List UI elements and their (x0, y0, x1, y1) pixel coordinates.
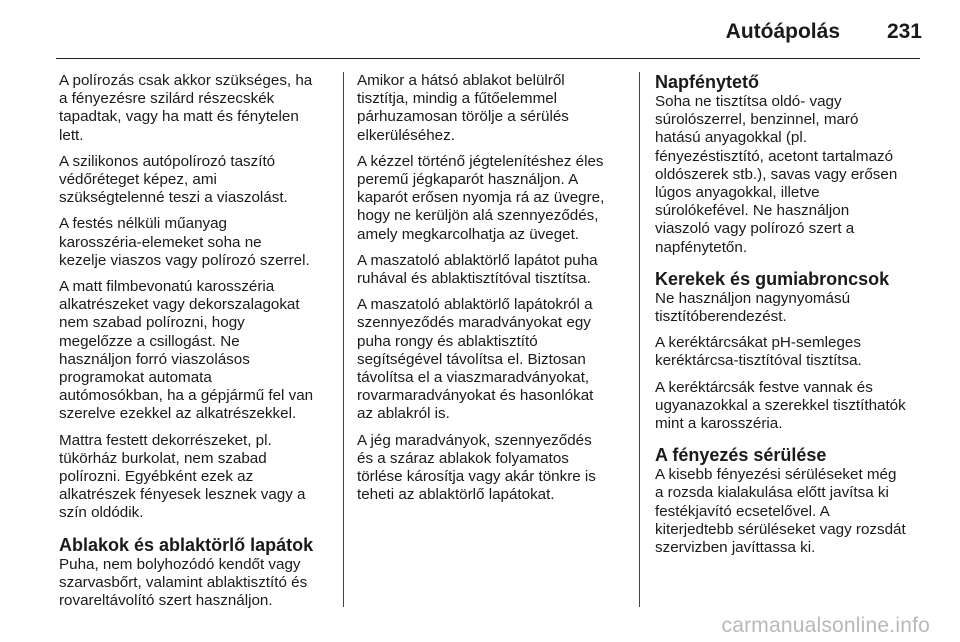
column-divider (343, 72, 344, 607)
paragraph: A kézzel történő jégtelenítéshez éles peremű jégkaparót használjon. A kaparót erősen nyomja rá az üvegre, hogy ne kerüljön alá szennyeződés, amely megkarcolhatja az üveget. (357, 152, 605, 243)
column-left (59, 72, 334, 618)
paragraph: A polírozás csak akkor szükséges, ha a fényezésre szilárd részecskék tapadtak, vagy ha matt és fénytelen lett. (59, 72, 313, 144)
page-header (0, 0, 960, 58)
paragraph: A jég maradványok, szennyeződés és a száraz ablakok folyamatos törlése károsítja vagy akár tönkre is teheti az ablaktörlő lapátokat. (357, 431, 596, 504)
section-title: Autóápolás (725, 20, 840, 43)
column-divider (639, 72, 640, 607)
heading-sunroof: Napfénytető (655, 72, 760, 92)
paragraph: A matt filmbevonatú karosszéria alkatrészeket vagy dekorszalagokat nem szabad polírozni, hogy megelőzze a csillogást. Ne használjon forró viaszolásos programokat automata autómosókban, ha a gépjármű fel van szerelve ezekkel az alkatrészekkel. (59, 278, 314, 423)
paragraph: A maszatoló ablaktörlő lapátokról a szennyeződés maradványokat egy puha rongy és ablaktisztító segítségével távolítsa el. Biztosan távolítsa el a viaszmaradványokat, rovarmaradványokat és hasonlókat az ablakról is. (357, 296, 594, 423)
heading-wheels-tyres: Kerekek és gumiabroncsok (655, 268, 890, 289)
paragraph: Puha, nem bolyhozódó kendőt vagy szarvasbőrt, valamint ablaktisztító és rovareltávolító szert használjon. (59, 555, 308, 610)
paragraph: A maszatoló ablaktörlő lapátot puha ruhával és ablaktisztítóval tisztítsa. (357, 251, 598, 288)
paragraph: Soha ne tisztítsa oldó- vagy súrolószerrel, benzinnel, maró hatású anyagokkal (pl. fényezéstisztító, acetont tartalmazó oldószerek stb.), savas vagy erősen lúgos anyagokkal, illetve súrolókefével. Ne használjon viaszoló vagy polírozó szert a napfénytetőn. (655, 93, 898, 256)
paragraph: A keréktárcsákat pH-semleges keréktárcsa-tisztítóval tisztítsa. (655, 334, 862, 370)
paragraph: A kisebb fényezési sérüléseket még a rozsda kialakulása előtt javítsa ki festékjavító ecsetelővel. A kiterjedtebb sérüléseket vagy rozsdát szervizben javíttassa ki. (655, 466, 906, 557)
heading-windows-wipers: Ablakok és ablaktörlő lapátok (59, 534, 314, 555)
paragraph: A szilikonos autópolírozó taszító védőréteget képez, ami szükségtelenné teszi a viaszolást. (59, 152, 288, 207)
column-right (655, 72, 945, 565)
page-number: 231 (886, 20, 922, 43)
paragraph: Ne használjon nagynyomású tisztítóberendezést. (655, 289, 851, 326)
heading-paint-damage: A fényezés sérülése (655, 445, 827, 466)
paragraph: A keréktárcsák festve vannak és ugyanazokkal a szerekkel tisztíthatók mint a karosszéria. (655, 378, 906, 433)
column-middle (357, 72, 635, 512)
paragraph: Amikor a hátsó ablakot belülről tisztítja, mindig a fűtőelemmel párhuzamosan törölje a sérülés elkerüléséhez. (357, 72, 569, 144)
header-divider (56, 58, 920, 59)
paragraph: Mattra festett dekorrészeket, pl. tükörház burkolat, nem szabad polírozni. Egyébként ezek az alkatrészek fényesek lesznek vagy a szín oldódik. (59, 431, 306, 522)
paragraph: A festés nélküli műanyag karosszéria-elemeket soha ne kezelje viaszos vagy polírozó szerrel. (59, 215, 310, 269)
watermark: carmanualsonline.info (721, 614, 930, 637)
